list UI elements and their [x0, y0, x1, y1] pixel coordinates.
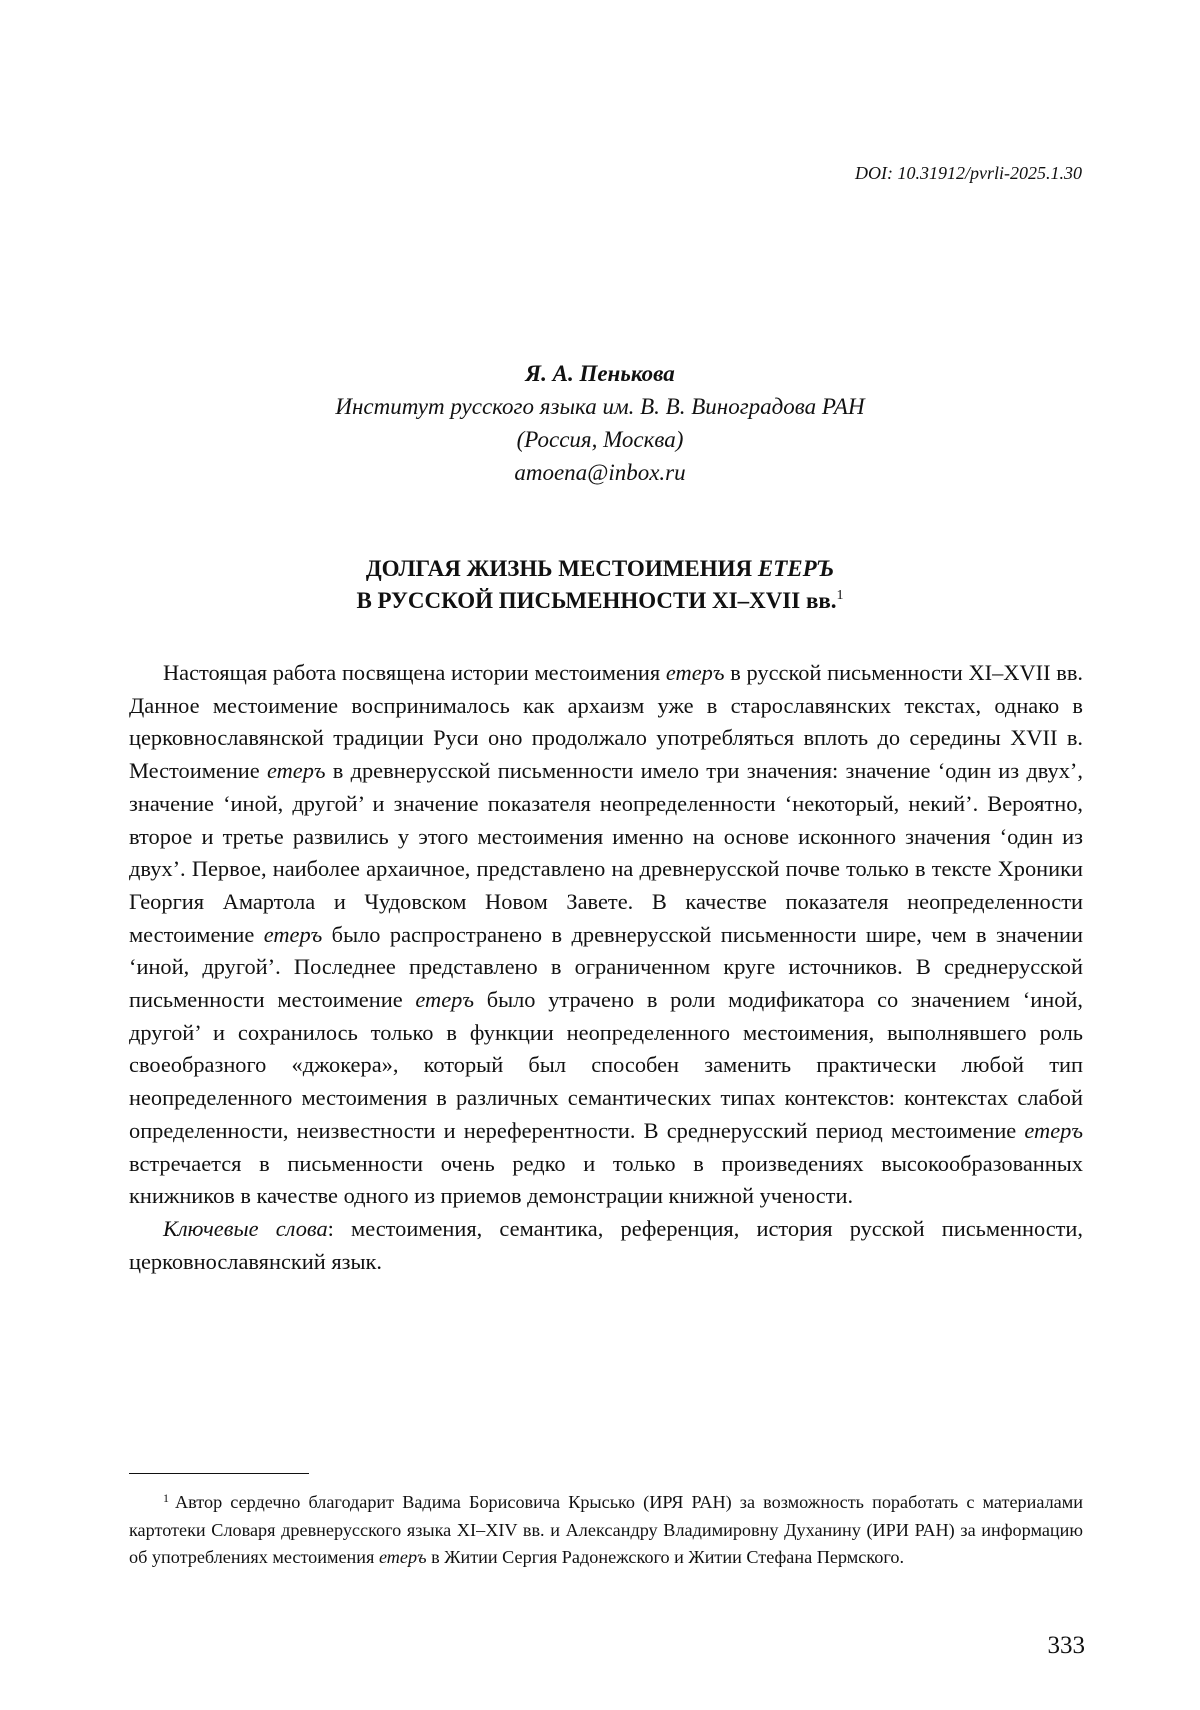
abstract-term-1: етеръ — [665, 660, 725, 685]
keywords-label: Ключевые слова — [163, 1215, 328, 1241]
author-block — [0, 357, 1200, 489]
article-title — [0, 553, 1200, 617]
author-institution: Институт русского языка им. В. В. Виноградова РАН — [335, 394, 865, 419]
page-number: 333 — [1047, 1632, 1085, 1659]
doi-label: DOI: 10.31912/pvrli-2025.1.30 — [855, 163, 1082, 183]
title-line-2 — [0, 585, 1200, 617]
abstract-text-2: в русской письменности XI–XVII вв. Данное местоимение воспринималось как архаизм уже в старославянских текстах, однако в церковнославянской традиции Руси оно продолжало употребляться вплоть до середины XVII в. Местоимение — [129, 660, 1083, 784]
footnote-text-2: в Житии Сергия Радонежского и Житии Стефана Пермского. — [431, 1547, 904, 1568]
footnote-mark: 1 — [163, 1491, 169, 1505]
abstract-text-3: в древнерусской письменности имело три значения: значение ‘один из двух’, значение ‘иной, другой’ и значение показателя неопределенности ‘некоторый, некий’. Вероятно, второе и третье развились у этого местоимения именно на основе исконного значения ‘один из двух’. Первое, наиболее архаичное, представлено на древнерусской почве только в тексте Хроники Георгия Амартола и Чудовском Новом Завете. В качестве показателя неопределенности местоимение — [129, 758, 1083, 947]
author-email[interactable]: amoena@inbox.ru — [514, 460, 686, 485]
abstract-text-6: встречается в письменности очень редко и только в произведениях высокообразованных книжников в качестве одного из приемов демонстрации книжной учености. — [129, 1150, 1083, 1209]
title-footnote-mark[interactable]: 1 — [836, 588, 844, 603]
footnote-text-1: Автор сердечно благодарит Вадима Борисовича Крысько (ИРЯ РАН) за возможность поработать с материалами картотеки Словаря древнерусского языка XI–XIV вв. и Александру Владимировну Духанину (ИРИ РАН) за информацию об употреблениях местоимения — [129, 1492, 1083, 1568]
title-line-1 — [0, 553, 1200, 585]
footnote-paragraph — [129, 1489, 1083, 1572]
abstract-paragraph — [129, 657, 1083, 1213]
keywords-paragraph — [129, 1213, 1083, 1278]
author-location: (Россия, Москва) — [516, 427, 684, 452]
abstract-term-2: етеръ — [266, 758, 326, 784]
author-name: Я. А. Пенькова — [525, 361, 675, 386]
title-line-2-text: В РУССКОЙ ПИСЬМЕННОСТИ XI–XVII вв. — [356, 588, 837, 613]
abstract-term-3: етеръ — [263, 921, 323, 947]
abstract-text-1: Настоящая работа посвящена истории местоимения — [163, 660, 661, 685]
abstract-text-5: было утрачено в роли модификатора со значением ‘иной, другой’ и сохранилось только в функции неопределенного местоимения, выполнявшего роль своеобразного «джокера», который был способен заменить практически любой тип неопределенного местоимения в различных семантических типах контекстов: контекстах слабой определенности, неизвестности и нереферентности. В среднерусский период местоимение — [129, 987, 1084, 1143]
footnote — [129, 1489, 1083, 1572]
abstract-term-4: етеръ — [415, 987, 474, 1013]
title-term: ЕТЕРЪ — [757, 556, 835, 581]
abstract-term-5: етеръ — [1024, 1117, 1083, 1143]
abstract — [129, 657, 1083, 1278]
footnote-term: етеръ — [378, 1547, 427, 1568]
footnote-divider — [129, 1473, 309, 1474]
keywords-text: : местоимения, семантика, референция, история русской письменности, церковнославянский язык. — [129, 1215, 1083, 1274]
title-line-1-prefix: ДОЛГАЯ ЖИЗНЬ МЕСТОИМЕНИЯ — [365, 556, 753, 581]
abstract-text-4: было распространено в древнерусской письменности шире, чем в значении ‘иной, другой’. Последнее представлено в ограниченном круге источников. В среднерусской письменности местоимение — [129, 921, 1083, 1013]
